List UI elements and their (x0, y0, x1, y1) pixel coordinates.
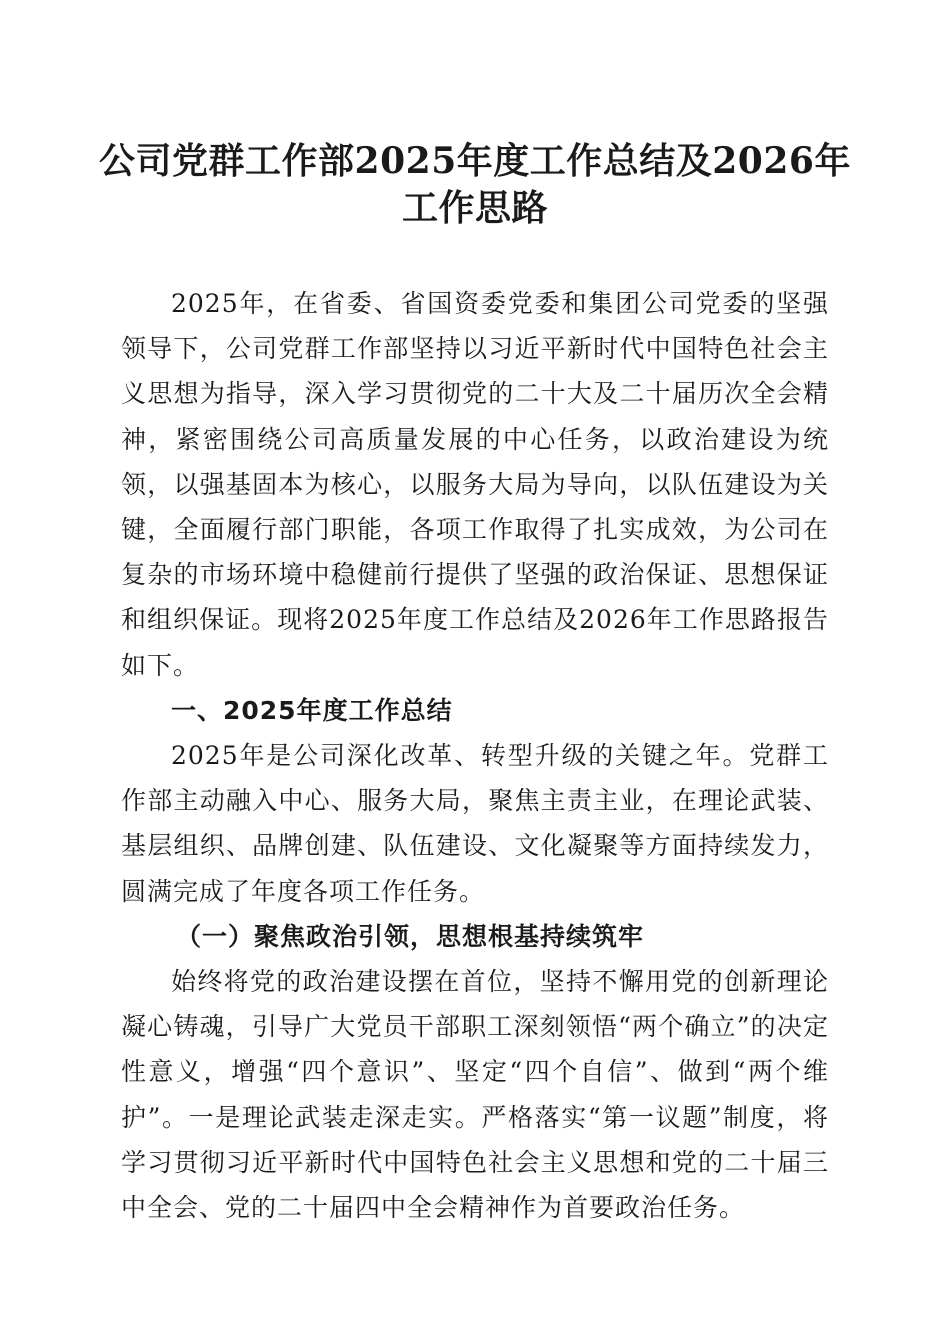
section-heading-1: 一、2025年度工作总结 (171, 695, 453, 725)
subsection-heading-1: （一）聚焦政治引领，思想根基持续筑牢 (176, 921, 645, 951)
document-title (90, 138, 860, 232)
title-line-2: 工作思路 (401, 187, 548, 229)
subsection-1-paragraph: 始终将党的政治建设摆在首位，坚持不懈用党的创新理论凝心铸魂，引导广大党员干部职工深刻领悟“两个确立”的决定性意义，增强“四个意识”、坚定“四个自信”、做到“两个维护”。一是理论武装走深走实。严格落实“第一议题”制度，将学习贯彻习近平新时代中国特色社会主义思想和党的二十届三中全会、党的二十届四中全会精神作为首要政治任务。 (121, 967, 829, 1223)
section-1-paragraph: 2025年是公司深化改革、转型升级的关键之年。党群工作部主动融入中心、服务大局，聚焦主责主业，在理论武装、基层组织、品牌创建、队伍建设、文化凝聚等方面持续发力，圆满完成了年度各项工作任务。 (121, 741, 829, 906)
intro-paragraph: 2025年，在省委、省国资委党委和集团公司党委的坚强领导下，公司党群工作部坚持以习近平新时代中国特色社会主义思想为指导，深入学习贯彻党的二十大及二十届历次全会精神，紧密围绕公司高质量发展的中心任务，以政治建设为统领，以强基固本为核心，以服务大局为导向，以队伍建设为关键，全面履行部门职能，各项工作取得了扎实成效，为公司在复杂的市场环境中稳健前行提供了坚强的政治保证、思想保证和组织保证。现将2025年度工作总结及2026年工作思路报告如下。 (121, 289, 829, 680)
title-line-1: 公司党群工作部2025年度工作总结及2026年 (99, 140, 851, 182)
document-body (121, 281, 829, 1230)
